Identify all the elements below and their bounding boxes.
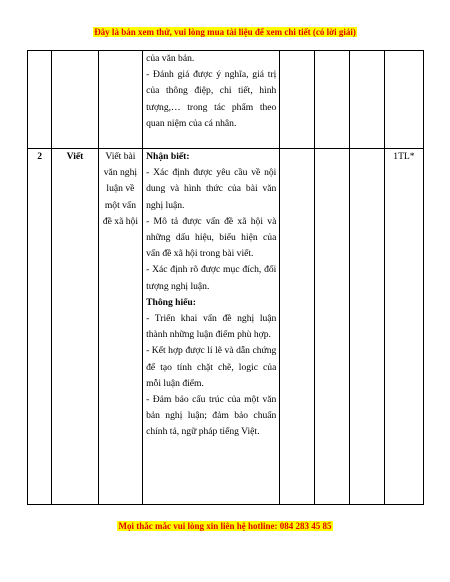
cell-skill: Viết — [52, 149, 98, 505]
hotline-banner-text: Mọi thắc mắc vui lòng xin liên hệ hotline: 084 283 45 85 — [118, 521, 332, 531]
preview-banner — [0, 27, 450, 38]
cell-level — [280, 51, 315, 149]
cell-skill — [52, 51, 98, 149]
cell-count — [384, 51, 423, 149]
requirement-text: - Triển khai vấn đề nghị luận thành những luận điểm phù hợp. — [146, 313, 277, 341]
table-row — [28, 149, 424, 505]
cell-requirements — [143, 149, 280, 505]
table-row — [28, 51, 424, 149]
specification-table — [27, 50, 424, 505]
requirement-text: - Đánh giá được ý nghĩa, giá trị của thông điệp, chi tiết, hình tượng,… trong tác phẩm theo quan niệm của cá nhân. — [146, 69, 277, 129]
cell-level — [280, 149, 315, 505]
requirement-text: - Kết hợp được lí lẽ và dẫn chứng để tạo tính chặt chẽ, logic của mỗi luận điểm. — [146, 345, 277, 389]
cell-task — [98, 51, 142, 149]
cell-requirements — [143, 51, 280, 149]
hotline-banner — [0, 521, 450, 532]
requirement-text: - Xác định được yêu cầu về nội dung và hình thức của bài văn nghị luận. — [146, 167, 277, 211]
level-title: Thông hiểu: — [146, 296, 196, 308]
requirement-text: - Đảm bảo cấu trúc của một văn bản nghị luận; đảm bảo chuẩn chính tả, ngữ pháp tiếng Việt. — [146, 394, 277, 438]
level-title: Nhận biết: — [146, 151, 190, 162]
cell-level — [315, 51, 350, 149]
cell-count: 1TL* — [384, 149, 423, 505]
cell-number — [28, 51, 52, 149]
requirement-text: - Mô tả được vấn đề xã hội và những dấu hiệu, biểu hiện của vấn đề xã hội trong bài viết. — [146, 215, 277, 260]
preview-banner-text: Đây là bản xem thử, vui lòng mua tài liệu để xem chi tiết (có lời giải) — [94, 27, 356, 37]
requirement-text: của văn bản. — [146, 53, 195, 64]
requirement-text: - Xác định rõ được mục đích, đối tượng nghị luận. — [146, 264, 277, 292]
cell-level — [315, 149, 350, 505]
cell-level — [350, 149, 385, 505]
cell-task: Viết bài văn nghị luận về một vấn đề xã hội — [98, 149, 142, 505]
cell-number: 2 — [28, 149, 52, 505]
cell-level — [350, 51, 385, 149]
